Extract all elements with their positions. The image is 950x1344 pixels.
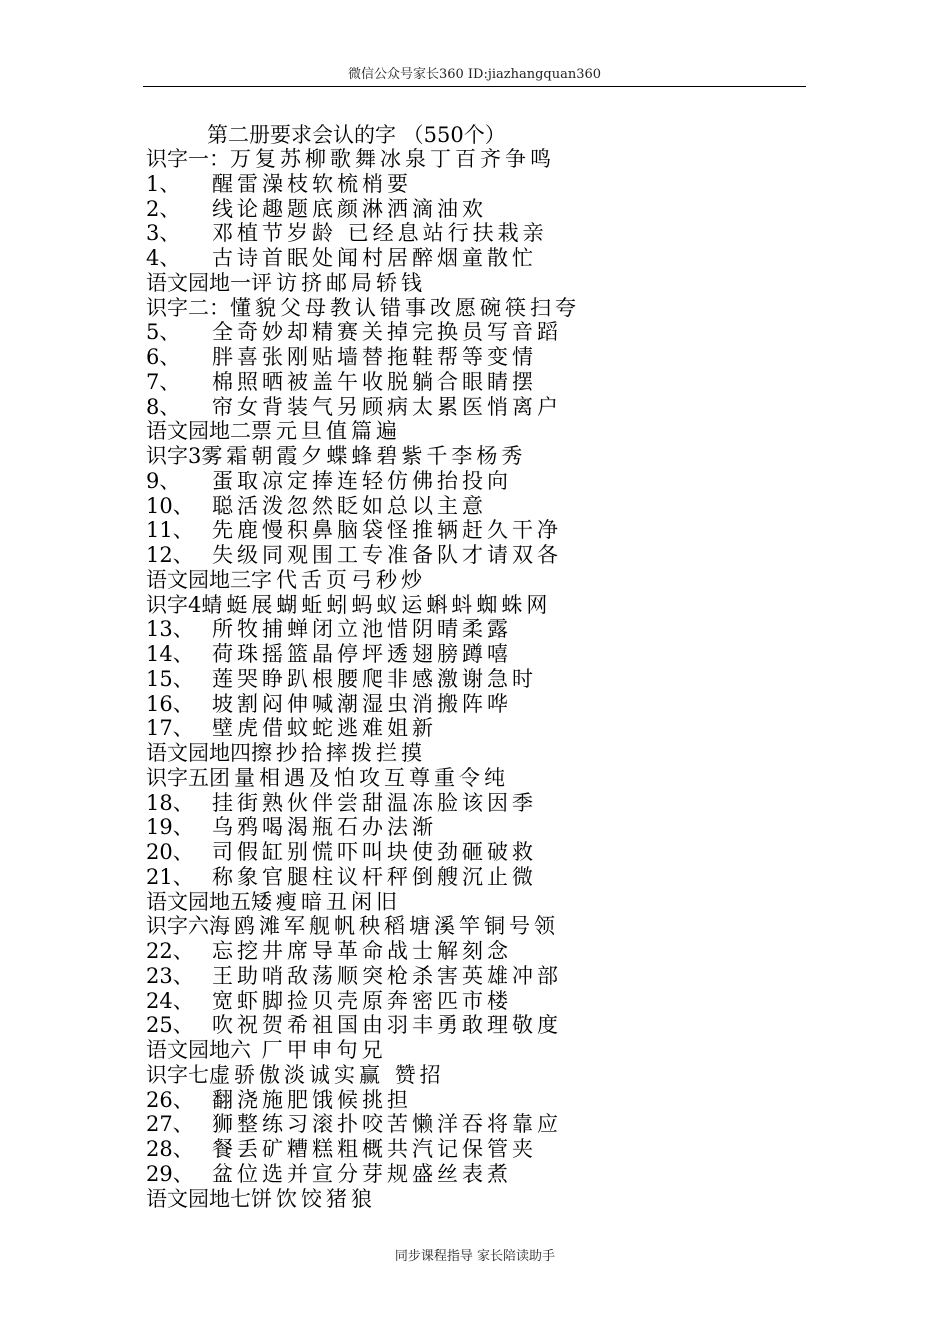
list-item [146, 791, 580, 816]
line-characters: 司假缸别慌吓叫块使劲砸破救 [212, 840, 537, 864]
line-label: 28、 [146, 1137, 194, 1161]
line-label: 16、 [146, 691, 194, 716]
list-item [146, 716, 580, 741]
line-label: 识字五 [146, 765, 209, 790]
header-text: 微信公众号家长360 ID:jiazhangquan360 [347, 67, 602, 82]
line-label: 8、 [146, 394, 181, 419]
list-item [146, 543, 580, 568]
line-label: 识字七 [146, 1062, 209, 1087]
line-label: 25、 [146, 1013, 194, 1038]
line-characters: 盆位选并宣分芽规盛丝表煮 [212, 1161, 512, 1186]
character-list [146, 147, 580, 1211]
line-label: 11、 [146, 518, 194, 543]
page-header [143, 64, 806, 87]
line-characters: 擦抄拾摔拨拦摸 [251, 741, 426, 765]
line-characters: 票元旦值篇遍 [251, 419, 401, 444]
line-characters: 蜻蜓展蝴蚯蚓蚂蚁运蝌蚪蜘蛛网 [201, 592, 552, 617]
line-characters: 懂貌父母教认错事改愿碗筷扫夸 [230, 295, 580, 320]
list-item [146, 518, 580, 543]
list-item [146, 692, 580, 717]
list-item [146, 642, 580, 667]
line-label: 5、 [146, 320, 181, 345]
line-characters: 王助哨敌荡顺突枪杀害英雄冲部 [212, 963, 562, 988]
line-characters: 评访挤邮局轿钱 [251, 270, 426, 295]
list-item [146, 1137, 580, 1162]
line-characters: 壁虎借蚊蛇逃难姐新 [212, 716, 437, 741]
list-item [146, 568, 580, 593]
line-label: 24、 [146, 988, 194, 1013]
list-item [146, 617, 580, 642]
list-item [146, 172, 580, 197]
line-characters: 蛋取凉定捧连轻仿佛抬投向 [212, 468, 512, 493]
line-characters: 古诗首眠处闻村居醉烟童散忙 [212, 246, 537, 270]
list-item [146, 147, 580, 172]
line-label: 21、 [146, 864, 194, 889]
line-characters: 矮瘦暗丑闲旧 [251, 889, 401, 914]
line-label: 22、 [146, 939, 194, 963]
line-characters: 虚骄傲淡诚实赢 赞招 [209, 1062, 445, 1087]
line-label: 语文园地七 [146, 1186, 251, 1211]
line-label: 17、 [146, 716, 194, 741]
list-item [146, 1162, 580, 1187]
line-label: 19、 [146, 815, 194, 840]
line-label: 语文园地四 [146, 741, 251, 765]
line-label: 识字一： [146, 147, 230, 171]
list-item [146, 419, 580, 444]
line-label: 29、 [146, 1161, 194, 1186]
list-item [146, 395, 580, 420]
list-item [146, 1088, 580, 1113]
line-label: 识字二： [146, 295, 230, 320]
line-characters: 翻浇施肥饿候挑担 [212, 1087, 412, 1112]
list-item [146, 890, 580, 915]
list-item [146, 320, 580, 345]
line-characters: 聪活泼忽然眨如总以主意 [212, 493, 487, 518]
list-item [146, 865, 580, 890]
line-characters: 莲哭睁趴根腰爬非感激谢急时 [212, 666, 537, 691]
line-characters: 称象官腿柱议杆秤倒艘沉止微 [212, 864, 537, 889]
line-characters: 全奇妙却精赛关掉完换员写音蹈 [212, 320, 562, 345]
list-item [146, 197, 580, 222]
line-label: 识字3 [146, 444, 202, 468]
line-label: 14、 [146, 642, 194, 666]
line-characters: 胖喜张刚贴墙替拖鞋帮等变情 [212, 345, 537, 369]
list-item [146, 296, 580, 321]
line-label: 4、 [146, 246, 181, 270]
line-label: 12、 [146, 543, 194, 567]
line-label: 18、 [146, 790, 194, 815]
line-characters: 餐丢矿糟糕粗概共汽记保管夹 [212, 1137, 537, 1161]
line-characters: 吹祝贺希祖国由羽丰勇敢理敬度 [212, 1013, 562, 1038]
line-characters: 团量相遇及怕攻互尊重令纯 [209, 765, 509, 790]
list-item [146, 246, 580, 271]
list-item [146, 914, 580, 939]
footer-text: 同步课程指导 家长陪读助手 [394, 1249, 556, 1264]
list-item [146, 667, 580, 692]
line-label: 识字六 [146, 914, 209, 939]
line-label: 语文园地三 [146, 567, 251, 592]
line-label: 10、 [146, 493, 194, 518]
line-characters: 乌鸦喝渴瓶石办法渐 [212, 815, 437, 840]
line-characters: 雾霜朝霞夕蝶蜂碧紫千李杨秀 [201, 444, 527, 468]
list-item [146, 989, 580, 1014]
line-label: 语文园地一 [146, 270, 251, 295]
line-label: 1、 [146, 171, 181, 196]
line-label: 7、 [146, 369, 181, 394]
list-item [146, 271, 580, 296]
list-item [146, 345, 580, 370]
list-item [146, 593, 580, 618]
document-title: 第二册要求会认的字 （550个） [207, 123, 506, 147]
line-label: 3、 [146, 221, 181, 246]
line-characters: 挂街熟伙伴尝甜温冻脸该因季 [212, 790, 537, 815]
list-item [146, 370, 580, 395]
list-item [146, 221, 580, 246]
line-label: 15、 [146, 666, 194, 691]
list-item [146, 815, 580, 840]
line-characters: 所牧捕蝉闭立池惜阴晴柔露 [212, 617, 512, 642]
line-label: 语文园地二 [146, 419, 251, 444]
line-characters: 万复苏柳歌舞冰泉丁百齐争鸣 [230, 147, 555, 171]
line-characters: 忘挖井席导革命战士解刻念 [212, 939, 512, 963]
line-label: 27、 [146, 1112, 194, 1137]
list-item [146, 741, 580, 766]
line-characters: 先鹿慢积鼻脑袋怪推辆赶久干净 [212, 518, 562, 543]
line-label: 语文园地六 [146, 1038, 251, 1062]
list-item [146, 939, 580, 964]
line-label: 6、 [146, 345, 181, 369]
list-item [146, 766, 580, 791]
list-item [146, 444, 580, 469]
list-item [146, 1063, 580, 1088]
line-characters: 海鸥滩军舰帆秧稻塘溪竿铜号领 [209, 914, 559, 939]
list-item [146, 494, 580, 519]
list-item [146, 1013, 580, 1038]
line-label: 语文园地五 [146, 889, 251, 914]
line-characters: 厂甲申句兄 [251, 1038, 387, 1062]
line-characters: 字代舌页弓秒炒 [251, 567, 426, 592]
line-characters: 线论趣题底颜淋洒滴油欢 [212, 196, 487, 221]
line-label: 2、 [146, 196, 181, 221]
line-label: 识字4 [146, 592, 202, 617]
line-characters: 醒雷澡枝软梳梢要 [212, 171, 412, 196]
line-label: 20、 [146, 840, 194, 864]
line-label: 23、 [146, 963, 194, 988]
line-label: 13、 [146, 617, 194, 642]
list-item [146, 964, 580, 989]
list-item [146, 469, 580, 494]
list-item [146, 1038, 580, 1063]
line-characters: 失级同观围工专准备队才请双各 [212, 543, 562, 567]
line-characters: 宽虾脚捡贝壳原奔密匹市楼 [212, 988, 512, 1013]
line-characters: 荷珠摇篮晶停坪透翅膀蹲嘻 [212, 642, 512, 666]
line-characters: 邓植节岁龄 已经息站行扶栽亲 [212, 221, 548, 246]
line-label: 9、 [146, 468, 181, 493]
list-item [146, 1112, 580, 1137]
list-item [146, 840, 580, 865]
line-characters: 饼饮饺猪狼 [251, 1186, 376, 1211]
line-characters: 坡割闷伸喊潮湿虫消搬阵哗 [212, 691, 512, 716]
line-label: 26、 [146, 1087, 194, 1112]
page-footer [0, 1248, 950, 1266]
line-characters: 棉照晒被盖午收脱躺合眼睛摆 [212, 369, 537, 394]
line-characters: 帘女背装气另顾病太累医悄离户 [212, 394, 562, 419]
line-characters: 狮整练习滚扑咬苦懒洋吞将靠应 [212, 1112, 562, 1137]
list-item [146, 1187, 580, 1212]
